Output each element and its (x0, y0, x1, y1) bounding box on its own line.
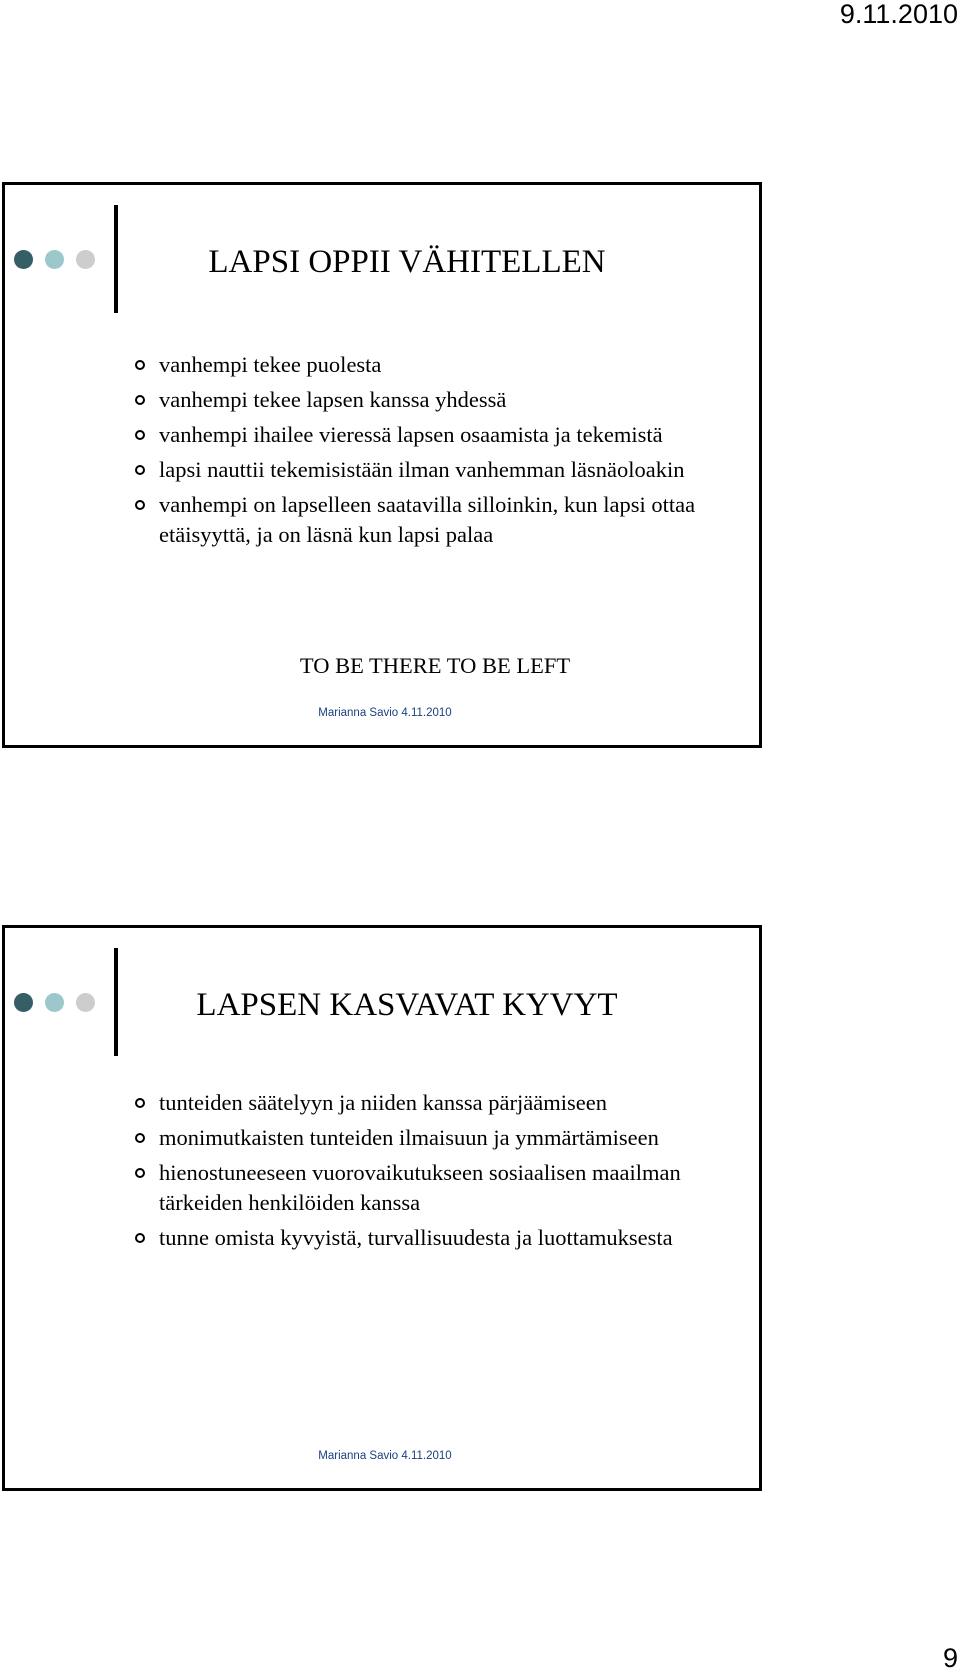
dot-mid-icon (45, 993, 64, 1012)
circle-bullet-icon (135, 1233, 145, 1243)
bullet-list (135, 1088, 735, 1258)
dot-dark-icon (14, 250, 33, 269)
list-item (135, 385, 735, 415)
slide-decoration-dots (14, 250, 95, 269)
bullet-text: monimutkaisten tunteiden ilmaisuun ja ymmärtämiseen (159, 1125, 659, 1150)
list-item (135, 1158, 735, 1218)
circle-bullet-icon (135, 395, 145, 405)
dot-dark-icon (14, 993, 33, 1012)
list-item (135, 1223, 735, 1253)
slide-1 (2, 182, 762, 748)
dot-mid-icon (45, 250, 64, 269)
list-item (135, 420, 735, 450)
dot-light-icon (76, 250, 95, 269)
bullet-text: vanhempi ihailee vieressä lapsen osaamista ja tekemistä (159, 422, 663, 447)
list-item (135, 490, 735, 550)
slide-tagline: TO BE THERE TO BE LEFT (299, 653, 571, 678)
bullet-text: hienostuneeseen vuorovaikutukseen sosiaalisen maailman tärkeiden henkilöiden kanssa (159, 1160, 681, 1215)
bullet-list (135, 350, 735, 555)
circle-bullet-icon (135, 360, 145, 370)
circle-bullet-icon (135, 1133, 145, 1143)
dot-light-icon (76, 993, 95, 1012)
list-item (135, 455, 735, 485)
bullet-text: tunteiden säätelyyn ja niiden kanssa pärjäämiseen (159, 1090, 607, 1115)
circle-bullet-icon (135, 430, 145, 440)
bullet-text: lapsi nauttii tekemisistään ilman vanhemman läsnäoloakin (159, 457, 685, 482)
page-number: 9 (942, 1643, 958, 1673)
slide-title: LAPSI OPPII VÄHITELLEN (208, 244, 606, 280)
circle-bullet-icon (135, 465, 145, 475)
title-divider (114, 205, 118, 313)
page-date: 9.11.2010 (839, 0, 958, 29)
slide-title: LAPSEN KASVAVAT KYVYT (196, 987, 618, 1023)
circle-bullet-icon (135, 1168, 145, 1178)
list-item (135, 350, 735, 380)
circle-bullet-icon (135, 1098, 145, 1108)
slide-2 (2, 925, 762, 1491)
bullet-text: vanhempi tekee lapsen kanssa yhdessä (159, 387, 507, 412)
bullet-text: vanhempi tekee puolesta (159, 352, 382, 377)
slide-decoration-dots (14, 993, 95, 1012)
bullet-text: vanhempi on lapselleen saatavilla silloinkin, kun lapsi ottaa etäisyyttä, ja on läsnä kun lapsi palaa (159, 492, 696, 547)
circle-bullet-icon (135, 500, 145, 510)
title-divider (114, 948, 118, 1056)
slide-footer: Marianna Savio 4.11.2010 (318, 1450, 452, 1462)
list-item (135, 1123, 735, 1153)
slide-footer: Marianna Savio 4.11.2010 (318, 707, 452, 719)
bullet-text: tunne omista kyvyistä, turvallisuudesta ja luottamuksesta (159, 1225, 673, 1250)
list-item (135, 1088, 735, 1118)
